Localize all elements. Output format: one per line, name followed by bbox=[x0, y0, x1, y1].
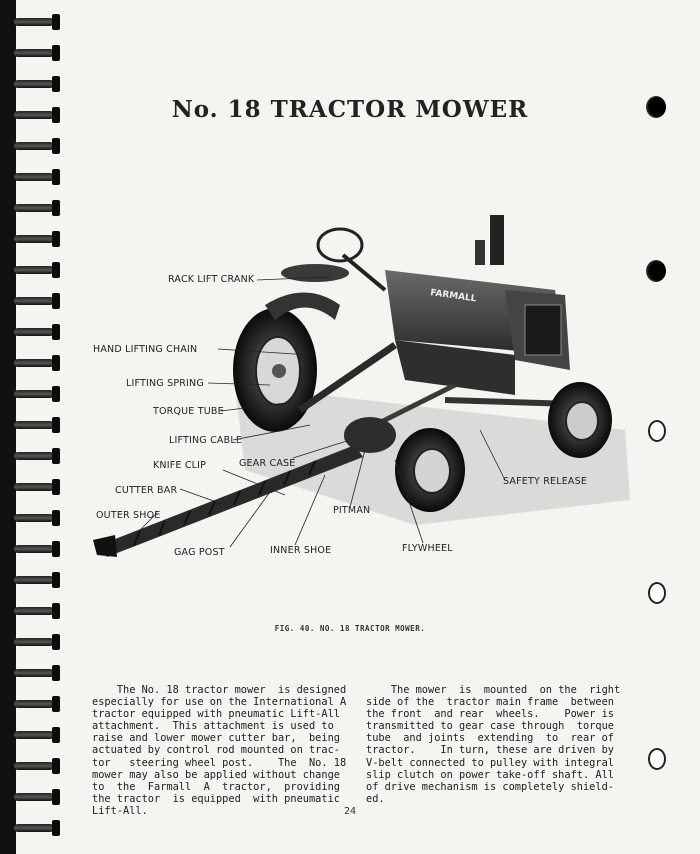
binding-coil bbox=[14, 727, 62, 743]
coil-wire bbox=[14, 266, 54, 274]
coil-hole bbox=[52, 541, 60, 557]
callout-gag-post: GAG POST bbox=[174, 547, 225, 558]
page-title: No. 18 TRACTOR MOWER bbox=[171, 96, 529, 123]
coil-wire bbox=[14, 328, 54, 336]
coil-wire bbox=[14, 824, 54, 832]
binding-coil bbox=[14, 386, 62, 402]
coil-hole bbox=[52, 727, 60, 743]
binding-coil bbox=[14, 417, 62, 433]
coil-hole bbox=[52, 603, 60, 619]
binding-coil bbox=[14, 262, 62, 278]
binding-coil bbox=[14, 45, 62, 61]
callout-inner-shoe: INNER SHOE bbox=[270, 545, 332, 556]
body-text-right: The mower is mounted on the right side of the tractor main frame between the front and rear wheels. Power is transmitted to gear case through torque tube and joints extending to rear of tractor. In turn, these are driven by V-belt connected to pulley with integral slip clutch on power take-off shaft. All of drive mechanism is completely shield- ed. bbox=[366, 684, 621, 805]
figure-caption: FIG. 40. NO. 18 TRACTOR MOWER. bbox=[274, 624, 426, 633]
hood-text: FARMALL bbox=[429, 288, 477, 305]
binding-coil bbox=[14, 603, 62, 619]
callout-gear-case: GEAR CASE bbox=[239, 458, 296, 469]
spiral-binding bbox=[0, 0, 70, 854]
binding-coil bbox=[14, 541, 62, 557]
callout-safety-release: SAFETY RELEASE bbox=[503, 476, 588, 487]
punch-hole-icon bbox=[648, 582, 666, 604]
coil-wire bbox=[14, 80, 54, 88]
coil-hole bbox=[52, 634, 60, 650]
punch-hole-icon bbox=[648, 420, 666, 442]
binding-coil bbox=[14, 355, 62, 371]
coil-hole bbox=[52, 386, 60, 402]
binding-coil bbox=[14, 479, 62, 495]
coil-hole bbox=[52, 510, 60, 526]
coil-wire bbox=[14, 700, 54, 708]
coil-wire bbox=[14, 793, 54, 801]
binding-coil bbox=[14, 200, 62, 216]
coil-hole bbox=[52, 479, 60, 495]
coil-wire bbox=[14, 607, 54, 615]
binding-coil bbox=[14, 572, 62, 588]
coil-hole bbox=[52, 572, 60, 588]
punch-hole-icon bbox=[648, 748, 666, 770]
coil-hole bbox=[52, 262, 60, 278]
callout-pitman: PITMAN bbox=[333, 505, 371, 516]
binding-coil bbox=[14, 324, 62, 340]
coil-hole bbox=[52, 696, 60, 712]
coil-wire bbox=[14, 235, 54, 243]
coil-wire bbox=[14, 390, 54, 398]
coil-hole bbox=[52, 169, 60, 185]
coil-wire bbox=[14, 638, 54, 646]
punch-hole-icon bbox=[646, 260, 666, 282]
coil-wire bbox=[14, 483, 54, 491]
coil-hole bbox=[52, 138, 60, 154]
coil-wire bbox=[14, 421, 54, 429]
binding-coil bbox=[14, 448, 62, 464]
coil-wire bbox=[14, 204, 54, 212]
coil-hole bbox=[52, 448, 60, 464]
callout-torque-tube: TORQUE TUBE bbox=[153, 406, 224, 417]
callout-lifting-cable: LIFTING CABLE bbox=[169, 435, 243, 446]
coil-hole bbox=[52, 293, 60, 309]
binding-coil bbox=[14, 665, 62, 681]
coil-wire bbox=[14, 18, 54, 26]
coil-wire bbox=[14, 669, 54, 677]
binding-coil bbox=[14, 820, 62, 836]
callout-rack-lift-crank: RACK LIFT CRANK bbox=[168, 274, 255, 285]
callout-cutter-bar: CUTTER BAR bbox=[115, 485, 178, 496]
binding-coil bbox=[14, 231, 62, 247]
binding-coil bbox=[14, 293, 62, 309]
coil-wire bbox=[14, 576, 54, 584]
coil-hole bbox=[52, 76, 60, 92]
binding-coil bbox=[14, 696, 62, 712]
binding-coil bbox=[14, 76, 62, 92]
binding-coil bbox=[14, 14, 62, 30]
coil-hole bbox=[52, 758, 60, 774]
binding-coil bbox=[14, 758, 62, 774]
coil-wire bbox=[14, 142, 54, 150]
coil-wire bbox=[14, 297, 54, 305]
coil-hole bbox=[52, 231, 60, 247]
coil-wire bbox=[14, 359, 54, 367]
binding-coil bbox=[14, 789, 62, 805]
callout-knife-clip: KNIFE CLIP bbox=[153, 460, 207, 471]
callout-flywheel: FLYWHEEL bbox=[402, 543, 453, 554]
body-text-left: The No. 18 tractor mower is designed especially for use on the International A tractor equipped with pneumatic Lift-All attachment. This attachment is used to raise and lower mower cutter bar, being actuated by control rod mounted on trac- tor steering wheel post. The No. 18 mower may also be applied without change to the Farmall A tractor, providing the tractor is equipped with pneumatic Lift-All. bbox=[92, 684, 347, 817]
coil-hole bbox=[52, 820, 60, 836]
coil-hole bbox=[52, 324, 60, 340]
callout-outer-shoe: OUTER SHOE bbox=[96, 510, 161, 521]
binding-coil bbox=[14, 138, 62, 154]
coil-wire bbox=[14, 452, 54, 460]
coil-hole bbox=[52, 417, 60, 433]
coil-wire bbox=[14, 173, 54, 181]
coil-wire bbox=[14, 49, 54, 57]
coil-wire bbox=[14, 514, 54, 522]
callout-hand-lifting-chain: HAND LIFTING CHAIN bbox=[93, 344, 198, 355]
callout-lifting-spring: LIFTING SPRING bbox=[126, 378, 204, 389]
coil-hole bbox=[52, 355, 60, 371]
coil-hole bbox=[52, 665, 60, 681]
binding-coil bbox=[14, 634, 62, 650]
coil-wire bbox=[14, 762, 54, 770]
coil-hole bbox=[52, 200, 60, 216]
coil-hole bbox=[52, 789, 60, 805]
coil-hole bbox=[52, 45, 60, 61]
coil-wire bbox=[14, 731, 54, 739]
binding-coil bbox=[14, 169, 62, 185]
binding-coil bbox=[14, 510, 62, 526]
coil-wire bbox=[14, 545, 54, 553]
coil-hole bbox=[52, 14, 60, 30]
page-number: 24 bbox=[343, 806, 357, 817]
